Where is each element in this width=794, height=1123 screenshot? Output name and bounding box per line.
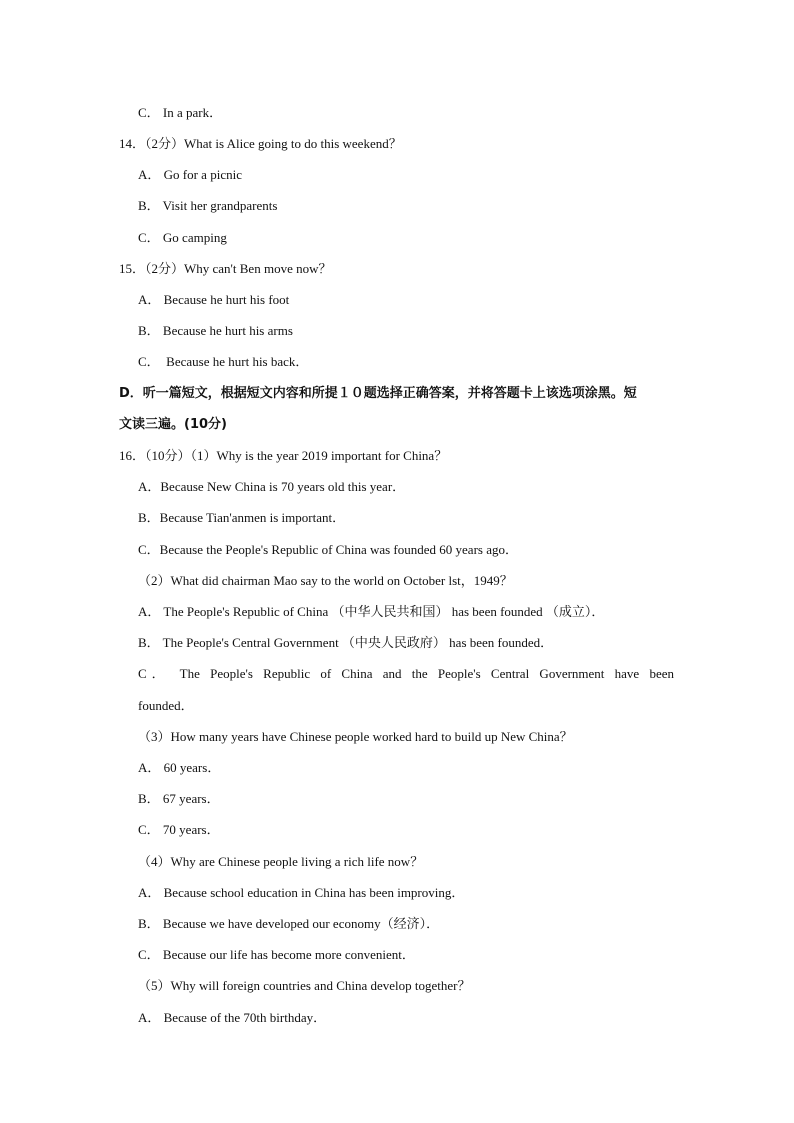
q14-option-b[interactable]: B． Visit her grandparents	[138, 198, 278, 213]
q16-5-option-a[interactable]: A． Because of the 70th birthday．	[138, 1010, 327, 1025]
q16-1-option-c[interactable]: C．Because the People's Republic of China was founded 60 years ago．	[138, 542, 518, 557]
section-d-instruction: D．听一篇短文，根据短文内容和所提１０题选择正确答案，并将答题卡上该选项涂黑。短	[119, 386, 637, 401]
q16-4-option-c[interactable]: C． Because our life has become more convenient．	[138, 947, 415, 962]
q16-2-option-b[interactable]: B． The People's Central Government （中央人民政府） has been founded．	[138, 635, 554, 650]
q15-option-c[interactable]: C． Because he hurt his back．	[138, 354, 309, 369]
q16-question-3: （3）How many years have Chinese people worked hard to build up New China？	[138, 729, 573, 744]
q16-4-option-a[interactable]: A． Because school education in China has been improving．	[138, 885, 465, 900]
q16-3-option-b[interactable]: B． 67 years．	[138, 791, 220, 806]
q16-3-option-a[interactable]: A． 60 years．	[138, 760, 221, 775]
q15-question: 15．（2分）Why can't Ben move now？	[119, 261, 332, 276]
q16-1-option-a[interactable]: A．Because New China is 70 years old this year．	[138, 479, 406, 494]
q16-4-option-b[interactable]: B． Because we have developed our economy（经济）．	[138, 916, 440, 931]
q16-3-option-c[interactable]: C． 70 years．	[138, 822, 220, 837]
q16-question-5: （5）Why will foreign countries and China develop together？	[138, 978, 471, 993]
q14-question: 14．（2分）What is Alice going to do this weekend？	[119, 136, 402, 151]
q14-option-c[interactable]: C． Go camping	[138, 230, 227, 245]
q16-question-1: 16．（10分）（1）Why is the year 2019 important for China？	[119, 448, 448, 463]
q16-2-option-c[interactable]: C． The People's Republic of China and the People's Central Government have been	[138, 666, 674, 681]
q13-option-c[interactable]: C． In a park．	[138, 105, 223, 120]
q14-option-a[interactable]: A． Go for a picnic	[138, 167, 242, 182]
section-d-instruction-cont: 文读三遍。(10分)	[119, 417, 227, 432]
q15-option-b[interactable]: B． Because he hurt his arms	[138, 323, 293, 338]
q16-2-option-c-cont: founded．	[138, 698, 194, 713]
q16-2-option-a[interactable]: A． The People's Republic of China （中华人民共和国） has been founded （成立）．	[138, 604, 605, 619]
q16-1-option-b[interactable]: B．Because Tian'anmen is important．	[138, 510, 346, 525]
q16-question-2: （2）What did chairman Mao say to the world on October lst，1949？	[138, 573, 513, 588]
q15-option-a[interactable]: A． Because he hurt his foot	[138, 292, 290, 307]
q16-question-4: （4）Why are Chinese people living a rich life now？	[138, 854, 424, 869]
